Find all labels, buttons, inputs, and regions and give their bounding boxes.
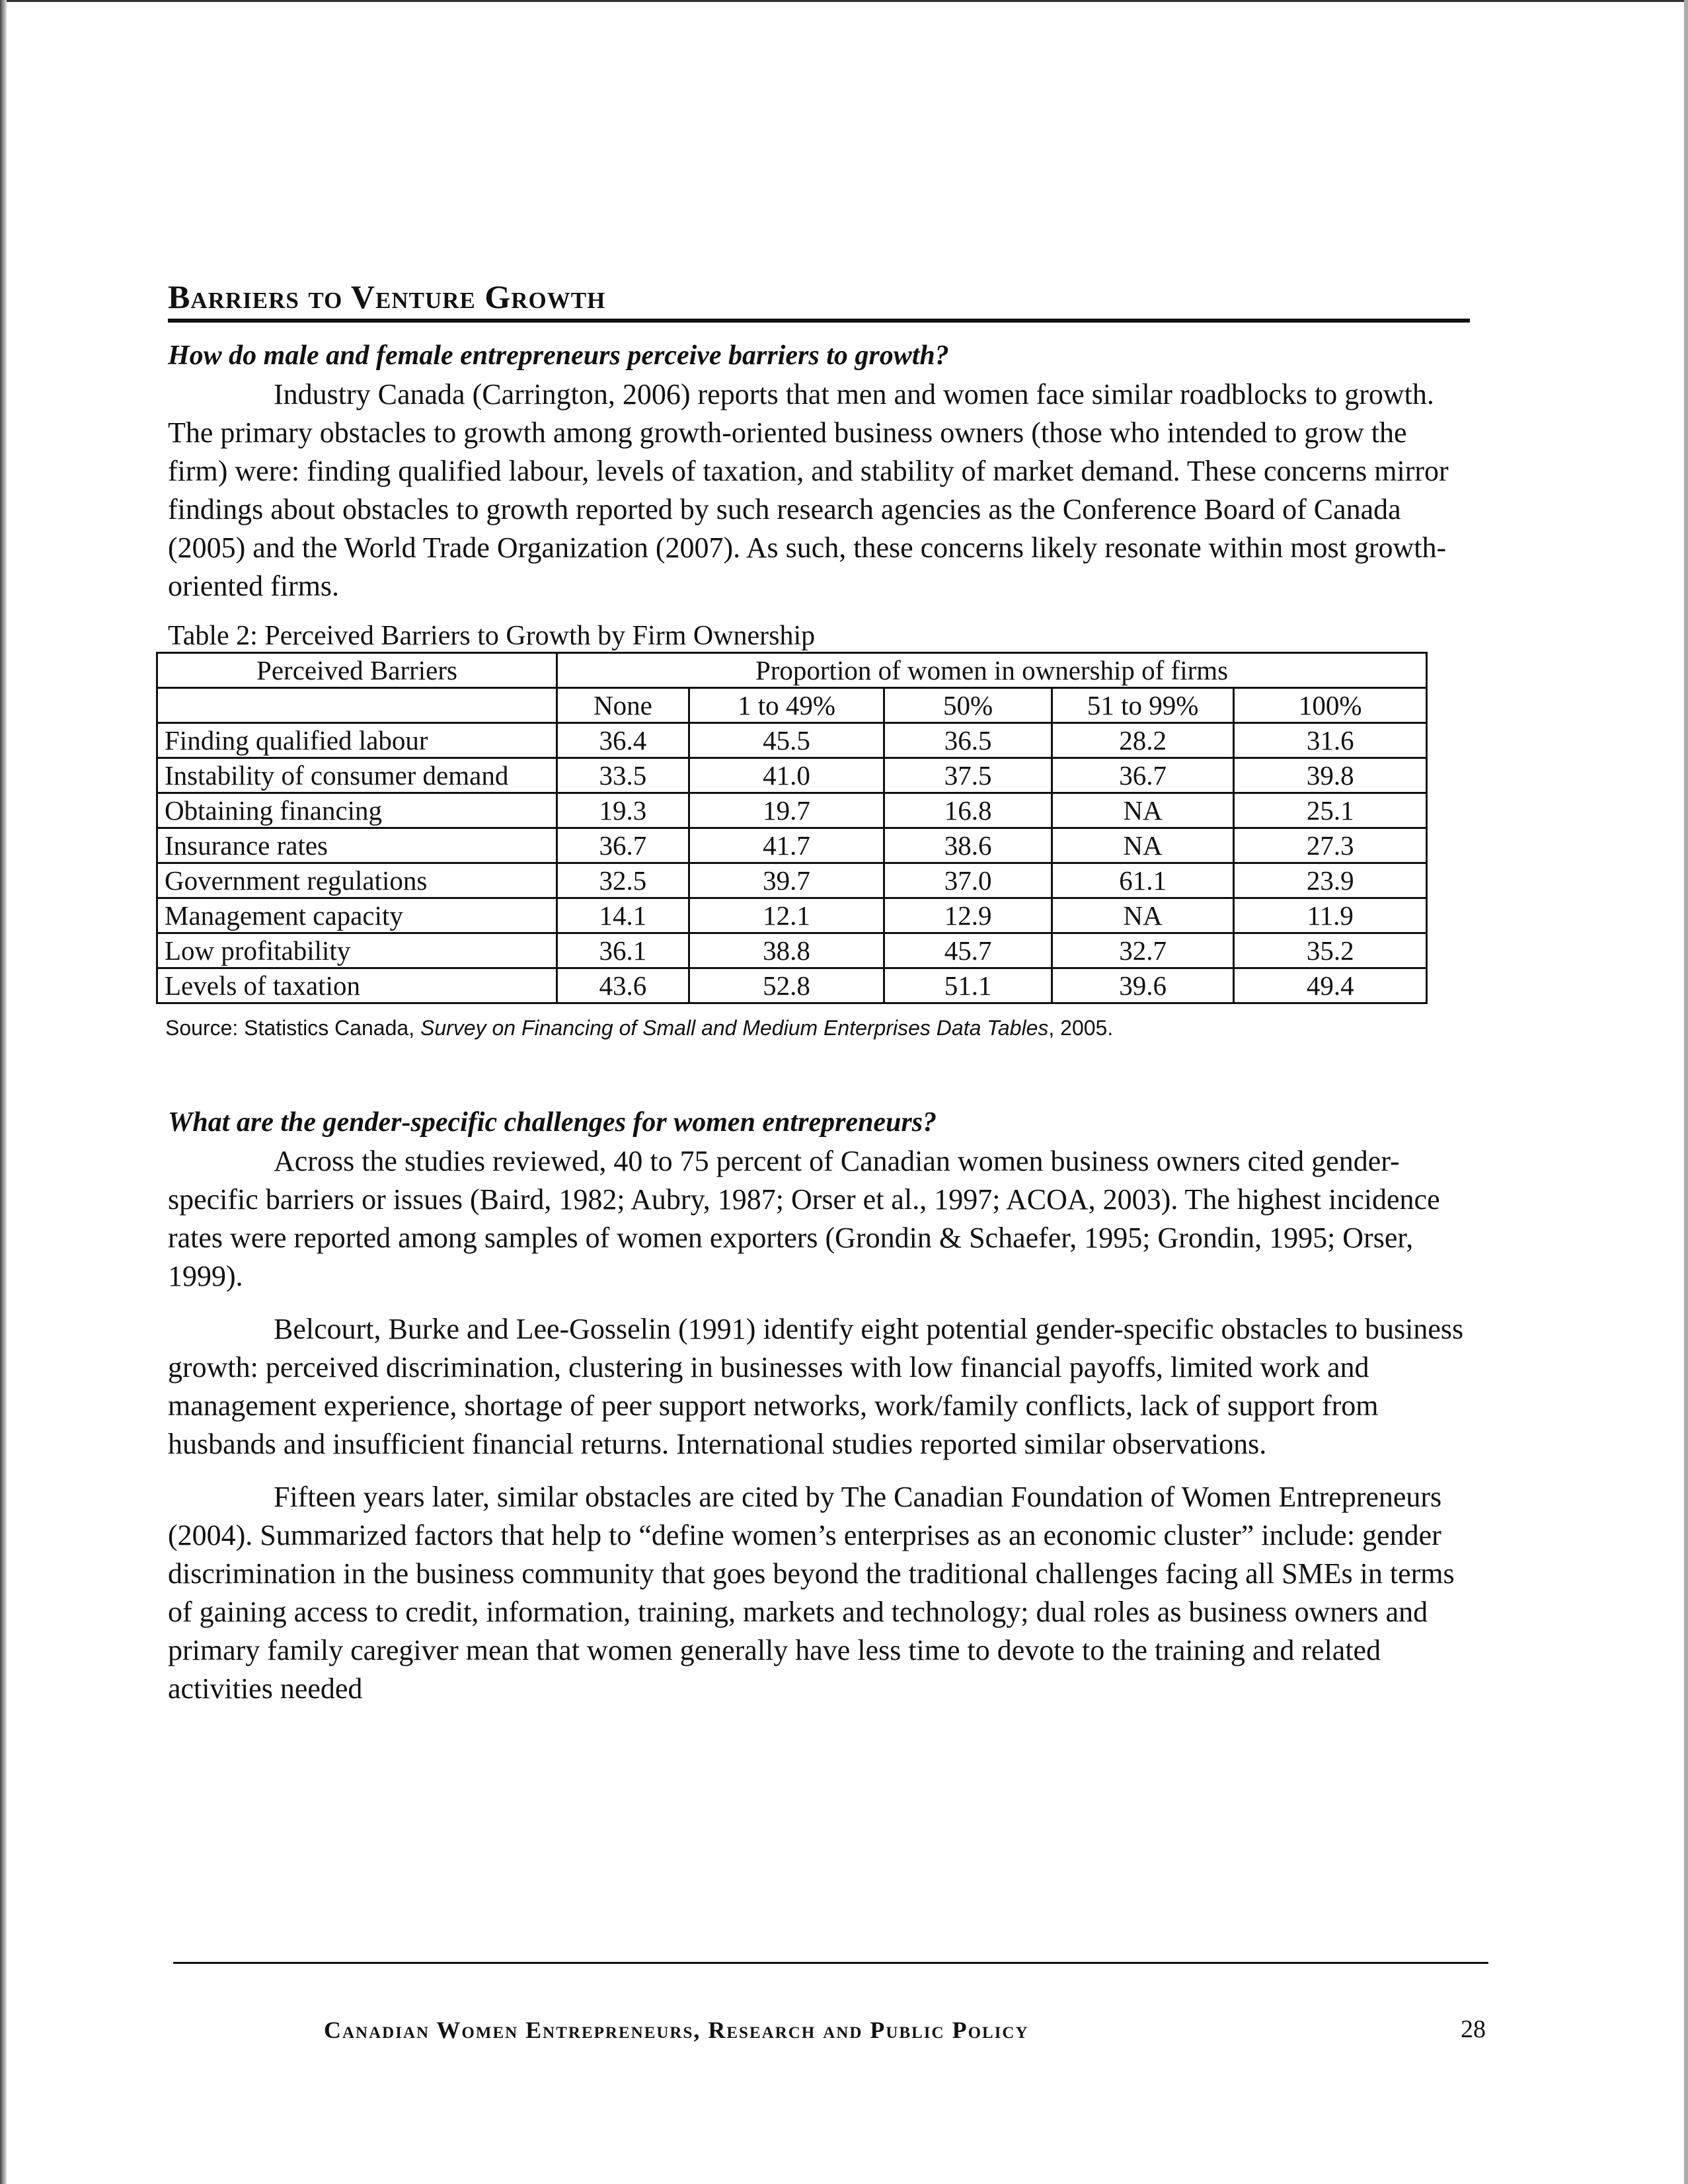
question-heading-1: How do male and female entrepreneurs perceive barriers to growth? xyxy=(168,340,949,371)
row-label: Low profitability xyxy=(157,933,557,968)
table-cell: 39.6 xyxy=(1052,968,1234,1003)
table-cell: 52.8 xyxy=(689,968,884,1003)
table-row xyxy=(157,933,1427,968)
table-row xyxy=(157,828,1427,863)
table-cell: 36.4 xyxy=(557,723,689,758)
table-cell: 32.7 xyxy=(1052,933,1234,968)
table-row xyxy=(157,723,1427,758)
page-number: 28 xyxy=(1461,2015,1486,2043)
question-heading-2: What are the gender-specific challenges for women entrepreneurs? xyxy=(168,1107,937,1138)
table-cell: 16.8 xyxy=(884,793,1052,828)
table-cell: 19.7 xyxy=(689,793,884,828)
table-row xyxy=(157,793,1427,828)
table-cell: 19.3 xyxy=(557,793,689,828)
row-label: Levels of taxation xyxy=(157,968,557,1003)
table-row xyxy=(157,758,1427,793)
table-row xyxy=(157,898,1427,933)
scan-edge-left xyxy=(0,0,7,2184)
table-cell: 31.6 xyxy=(1234,723,1427,758)
table-cell: 37.5 xyxy=(884,758,1052,793)
table-cell: 38.8 xyxy=(689,933,884,968)
table-cell: 11.9 xyxy=(1234,898,1427,933)
header-col-100: 100% xyxy=(1234,688,1427,723)
table-cell: 41.7 xyxy=(689,828,884,863)
header-col-none: None xyxy=(557,688,689,723)
barriers-table xyxy=(156,652,1428,1004)
paragraph-4: Fifteen years later, similar obstacles are cited by The Canadian Foundation of Women Entrepreneurs (2004). Summarized factors that help to “define women’s enterprises as an economic cluster” include: gender discrimination in the business community that goes beyond the traditional challenges facing all SMEs in terms of gaining access to credit, information, training, markets and technology; dual roles as business owners and primary family caregiver mean that women generally have less time to devote to the training and related activities needed xyxy=(168,1481,1455,1705)
table-cell: NA xyxy=(1052,828,1234,863)
source-prefix: Source: Statistics Canada, xyxy=(165,1016,420,1040)
footer-title: Canadian Women Entrepreneurs, Research and Public Policy xyxy=(324,2017,1029,2043)
table-cell: 45.7 xyxy=(884,933,1052,968)
row-label: Management capacity xyxy=(157,898,557,933)
table-row xyxy=(157,968,1427,1003)
source-title: Survey on Financing of Small and Medium Enterprises Data Tables xyxy=(420,1016,1049,1040)
table-cell: 39.7 xyxy=(689,863,884,898)
table-caption: Table 2: Perceived Barriers to Growth by Firm Ownership xyxy=(168,621,816,651)
table-header-row xyxy=(157,653,1427,688)
table-cell: 49.4 xyxy=(1234,968,1427,1003)
table-cell: NA xyxy=(1052,898,1234,933)
row-label: Instability of consumer demand xyxy=(157,758,557,793)
table-cell: 51.1 xyxy=(884,968,1052,1003)
header-col-1-to-49: 1 to 49% xyxy=(689,688,884,723)
header-perceived-barriers: Perceived Barriers xyxy=(157,653,557,688)
table-cell: 36.7 xyxy=(1052,758,1234,793)
table-cell: 23.9 xyxy=(1234,863,1427,898)
table-row xyxy=(157,863,1427,898)
table-cell: 37.0 xyxy=(884,863,1052,898)
table-subheader-row xyxy=(157,688,1427,723)
table-cell: 38.6 xyxy=(884,828,1052,863)
table-cell: 32.5 xyxy=(557,863,689,898)
table-cell: 36.1 xyxy=(557,933,689,968)
table-cell: 41.0 xyxy=(689,758,884,793)
table-cell: NA xyxy=(1052,793,1234,828)
table-cell: 35.2 xyxy=(1234,933,1427,968)
table-cell: 61.1 xyxy=(1052,863,1234,898)
table-cell: 43.6 xyxy=(557,968,689,1003)
table-cell: 12.9 xyxy=(884,898,1052,933)
paragraph-2: Across the studies reviewed, 40 to 75 percent of Canadian women business owners cited gender-specific barriers or issues (Baird, 1982; Aubry, 1987; Orser et al., 1997; ACOA, 2003). The highest incidence rates were reported among samples of women exporters (Grondin & Schaefer, 1995; Grondin, 1995; Orser, 1999). xyxy=(168,1145,1440,1292)
paragraph-3: Belcourt, Burke and Lee-Gosselin (1991) identify eight potential gender-specific obstacles to business growth: perceived discrimination, clustering in businesses with low financial payoffs, limited work and management experience, shortage of peer support networks, work/family conflicts, lack of support from husbands and insufficient financial returns. International studies reported similar observations. xyxy=(168,1313,1464,1460)
paragraph-1: Industry Canada (Carrington, 2006) reports that men and women face similar roadblocks to growth. The primary obstacles to growth among growth-oriented business owners (those who intended to grow the firm) were: finding qualified labour, levels of taxation, and stability of market demand. These concerns mirror findings about obstacles to growth reported by such research agencies as the Conference Board of Canada (2005) and the World Trade Organization (2007). As such, these concerns likely resonate within most growth-oriented firms. xyxy=(168,378,1449,602)
table-cell: 45.5 xyxy=(689,723,884,758)
row-label: Insurance rates xyxy=(157,828,557,863)
footer-divider xyxy=(173,1962,1488,1964)
table-cell: 12.1 xyxy=(689,898,884,933)
section-heading: Barriers to Venture Growth xyxy=(168,278,1470,323)
table-cell: 25.1 xyxy=(1234,793,1427,828)
table-cell: 14.1 xyxy=(557,898,689,933)
table-source-note xyxy=(165,1016,1470,1040)
page-content xyxy=(165,278,1470,1723)
table-cell: 28.2 xyxy=(1052,723,1234,758)
scan-edge-right xyxy=(1684,0,1688,2184)
source-suffix: , 2005. xyxy=(1048,1016,1114,1040)
header-empty-cell xyxy=(157,688,557,723)
table-cell: 27.3 xyxy=(1234,828,1427,863)
table-cell: 33.5 xyxy=(557,758,689,793)
header-proportion-women: Proportion of women in ownership of firms xyxy=(557,653,1427,688)
header-col-50: 50% xyxy=(884,688,1052,723)
table-cell: 36.5 xyxy=(884,723,1052,758)
header-col-51-to-99: 51 to 99% xyxy=(1052,688,1234,723)
table-cell: 36.7 xyxy=(557,828,689,863)
row-label: Obtaining financing xyxy=(157,793,557,828)
row-label: Finding qualified labour xyxy=(157,723,557,758)
row-label: Government regulations xyxy=(157,863,557,898)
scan-edge-top xyxy=(0,0,1688,2)
table-cell: 39.8 xyxy=(1234,758,1427,793)
